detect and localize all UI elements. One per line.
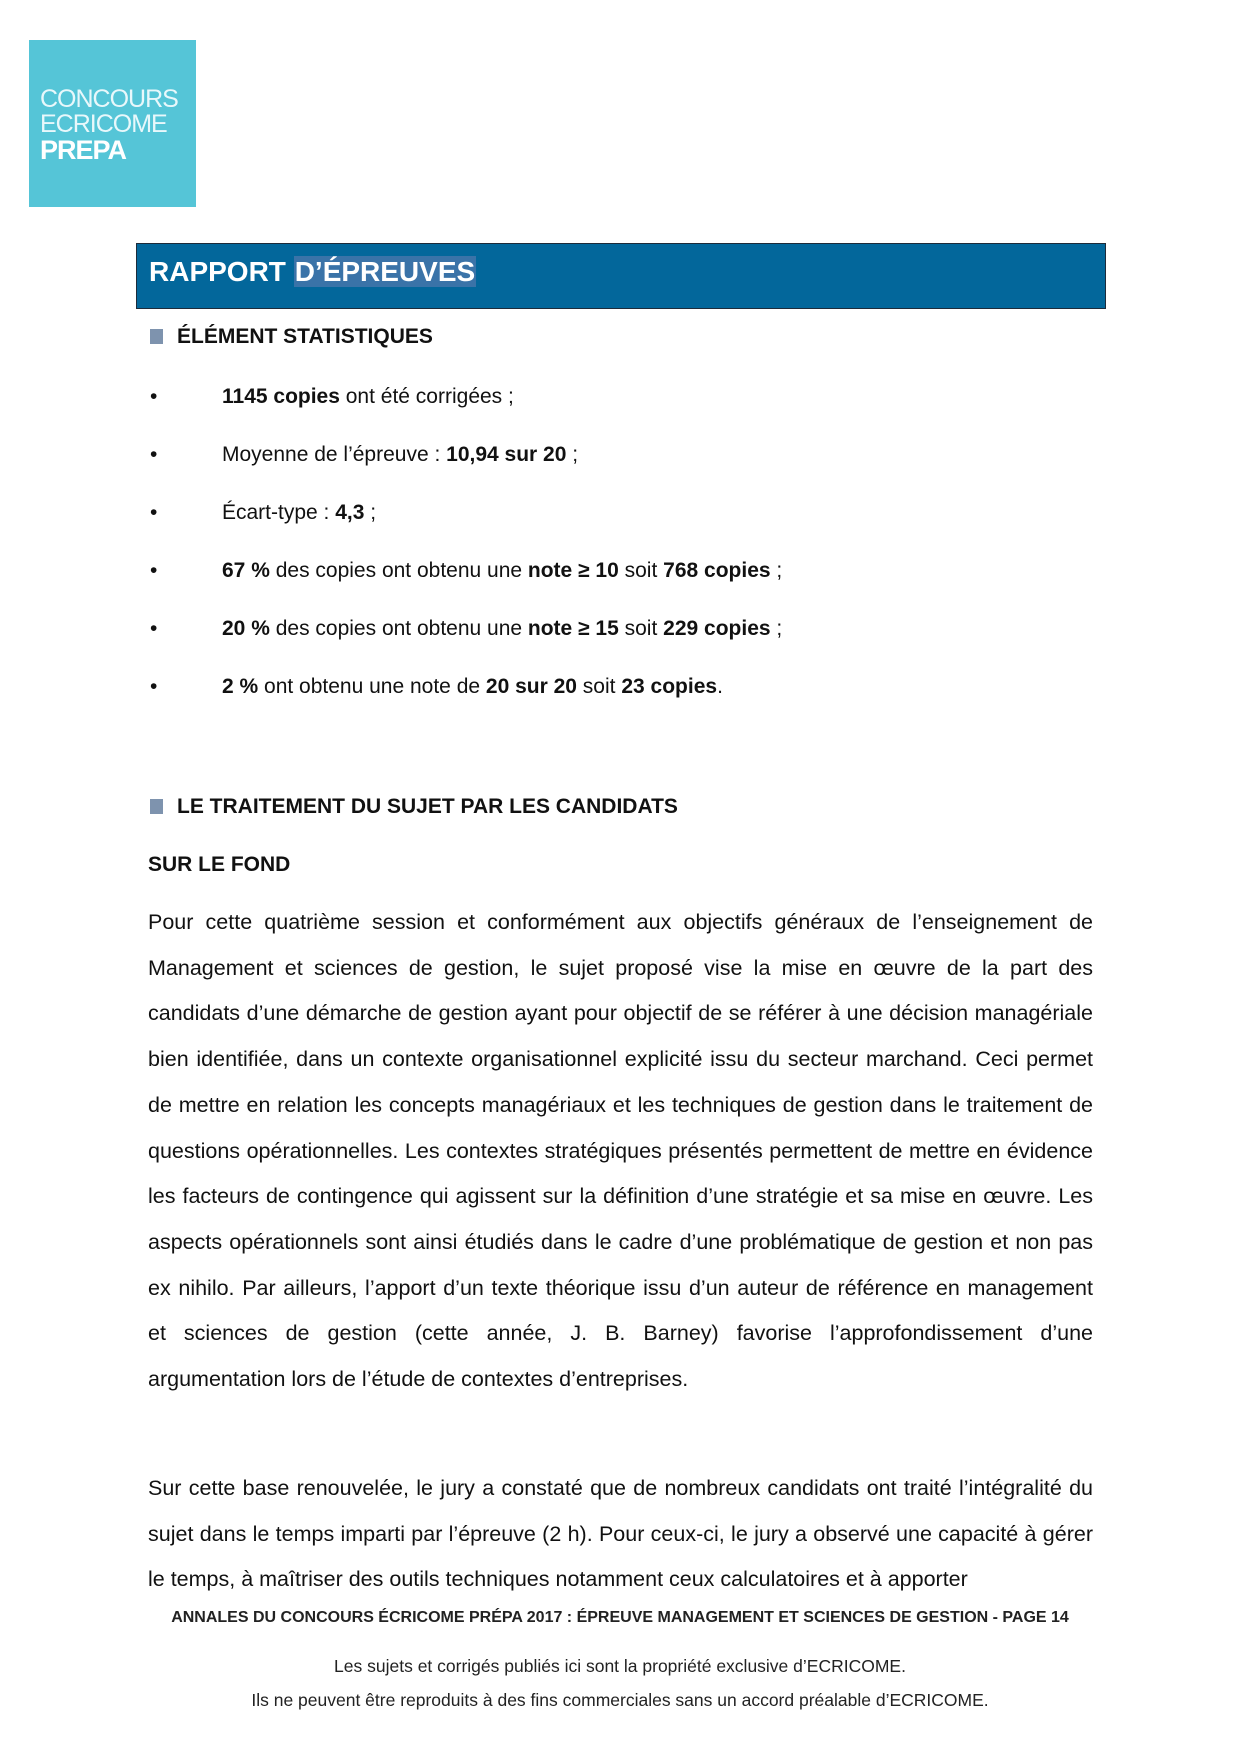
paragraph-2: Sur cette base renouvelée, le jury a constaté que de nombreux candidats ont traité l’intégralité du sujet dans le temps imparti par l’épreuve (2 h). Pour ceux-ci, le jury a observé une capacité à gérer le temps, à maîtriser des outils techniques notamment ceux calculatoires et à apporter [148, 1476, 1093, 1592]
page-title-part-a: RAPPORT [149, 256, 294, 287]
statistics-list-item-text [222, 385, 514, 409]
report-banner [136, 243, 1106, 309]
paragraph-1: Pour cette quatrième session et conformément aux objectifs généraux de l’enseignement de Management et sciences de gestion, le sujet proposé vise la mise en œuvre de la part des candidats d’une démarche de gestion ayant pour objectif de se référer à une décision managériale bien identifiée, dans un contexte organisationnel explicité issu du secteur marchand. Ceci permet de mettre en relation les concepts managériaux et les techniques de gestion dans le traitement de questions opérationnelles. Les contextes stratégiques présentés permettent de mettre en évidence les facteurs de contingence qui agissent sur la définition d’une stratégie et sa mise en œuvre. Les aspects opérationnels sont ainsi étudiés dans le cadre d’une problématique de gestion et non pas ex nihilo. Par ailleurs, l’apport d’un texte théorique issu d’un auteur de référence en management et sciences de gestion (cette année, J. B. Barney) favorise l’approfondissement d’une argumentation lors de l’étude de contextes d’entreprises. [148, 910, 1093, 1392]
emphasis-text: note ≥ 15 [527, 617, 619, 640]
bullet-icon: • [150, 501, 158, 524]
logo-line-ecricome: ECRICOME [40, 110, 167, 138]
emphasis-text: 67 % [222, 559, 270, 582]
ecricome-logo [29, 40, 196, 207]
emphasis-text: 23 copies [621, 675, 718, 698]
section-heading-statistics-label: ÉLÉMENT STATISTIQUES [177, 325, 433, 348]
copyright-line-2: Ils ne peuvent être reproduits à des fins commerciales sans un accord préalable d’ECRICOME. [251, 1690, 989, 1710]
emphasis-text: 10,94 sur 20 [446, 443, 567, 466]
section-marker-icon [150, 329, 163, 344]
statistics-list-item-text [222, 617, 782, 641]
section-heading-treatment-label: LE TRAITEMENT DU SUJET PAR LES CANDIDATS [177, 795, 678, 818]
emphasis-text: 2 % [222, 675, 259, 698]
emphasis-text: 20 sur 20 [485, 675, 577, 698]
subheading-sur-le-fond: SUR LE FOND [148, 853, 291, 876]
emphasis-text: 4,3 [335, 501, 365, 524]
emphasis-text: 20 % [222, 617, 270, 640]
page-title [149, 252, 476, 291]
running-footer: ANNALES DU CONCOURS ÉCRICOME PRÉPA 2017 : ÉPREUVE MANAGEMENT ET SCIENCES DE GESTION - PAGE 14 [171, 1609, 1069, 1626]
emphasis-text: 768 copies [663, 559, 771, 582]
plain-text: Écart-type : [222, 501, 336, 524]
section-heading-treatment [150, 795, 678, 819]
plain-text: ; [770, 617, 783, 640]
plain-text: ; [770, 559, 783, 582]
bullet-icon: • [150, 385, 158, 408]
section-marker-icon [150, 799, 163, 814]
statistics-list-item-text [222, 559, 782, 583]
plain-text: Moyenne de l’épreuve : [222, 443, 447, 466]
emphasis-text: note ≥ 10 [527, 559, 619, 582]
copyright-line-1: Les sujets et corrigés publiés ici sont la propriété exclusive d’ECRICOME. [334, 1656, 906, 1676]
plain-text: ont obtenu une note de [258, 675, 486, 698]
plain-text: soit [618, 559, 664, 582]
statistics-list-item-text [222, 501, 376, 525]
page-title-part-b: D’ÉPREUVES [294, 256, 476, 287]
plain-text: soit [618, 617, 664, 640]
bullet-icon: • [150, 675, 158, 698]
bullet-icon: • [150, 617, 158, 640]
emphasis-text: 229 copies [663, 617, 771, 640]
plain-text: ; [566, 443, 579, 466]
bullet-icon: • [150, 559, 158, 582]
plain-text: soit [576, 675, 622, 698]
section-heading-statistics [150, 325, 433, 349]
plain-text: ont été corrigées ; [339, 385, 514, 408]
logo-line-prepa: PREPA [40, 135, 127, 165]
plain-text: des copies ont obtenu une [269, 617, 528, 640]
statistics-list-item-text [222, 675, 723, 699]
statistics-list-item-text [222, 443, 578, 467]
plain-text: des copies ont obtenu une [269, 559, 528, 582]
emphasis-text: 1145 copies [222, 385, 340, 408]
plain-text: ; [364, 501, 377, 524]
plain-text: . [717, 675, 723, 698]
logo-line-concours: CONCOURS [40, 85, 178, 113]
bullet-icon: • [150, 443, 158, 466]
